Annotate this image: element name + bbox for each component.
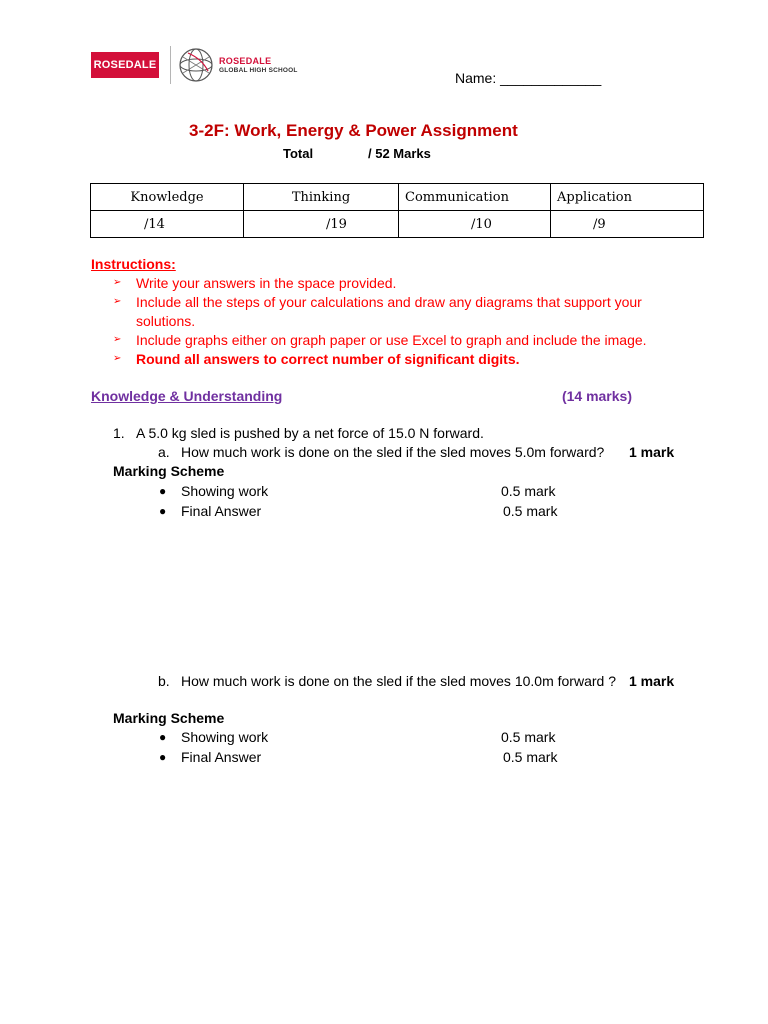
total-marks: / 52 Marks [368,146,431,161]
score-table-score-row [91,211,704,238]
header-application: Application [551,184,704,211]
section-heading [91,388,632,404]
score-knowledge-value: /14 [144,216,165,232]
part-a-letter: a. [158,444,170,460]
instruction-item-continued: solutions. [136,313,196,329]
score-communication[interactable] [399,211,551,238]
logo-school-subtitle: GLOBAL HIGH SCHOOL [219,67,298,74]
question-text: A 5.0 kg sled is pushed by a net force of 15.0 N forward. [136,425,484,441]
part-b-question: How much work is done on the sled if the sled moves 10.0m forward ? [181,673,616,689]
assignment-title: 3-2F: Work, Energy & Power Assignment [189,121,518,140]
instruction-item: Include graphs either on graph paper or use Excel to graph and include the image. [136,332,647,348]
scheme-item-label: Showing work [181,483,269,499]
score-table [90,183,704,238]
score-knowledge[interactable] [91,211,244,238]
arrow-bullet-icon: ➢ [113,277,122,288]
part-b-marks: 1 mark [629,673,675,689]
globe-logo-icon [178,47,214,83]
part-a-question: How much work is done on the sled if the sled moves 5.0m forward? [181,444,605,460]
arrow-bullet-icon: ➢ [113,296,122,307]
rosedale-logo-badge: ROSEDALE [91,52,159,78]
bullet-icon: ● [159,730,167,744]
scheme-item-label: Final Answer [181,749,262,765]
arrow-bullet-icon: ➢ [113,353,122,364]
score-communication-value: /10 [471,216,492,232]
scheme-item-value: 0.5 mark [503,503,558,519]
name-field[interactable]: Name: _____________ [455,70,602,86]
section-marks: (14 marks) [561,388,632,404]
header-knowledge: Knowledge [91,184,244,211]
score-thinking-value: /19 [326,216,347,232]
scheme-item-value: 0.5 mark [503,749,558,765]
arrow-bullet-icon: ➢ [113,334,122,345]
instruction-item-emphasis: Round all answers to correct number of significant digits. [136,351,520,367]
score-table-header-row [91,184,704,211]
marking-scheme-title: Marking Scheme [113,710,225,726]
bullet-icon: ● [159,750,167,764]
scheme-item-value: 0.5 mark [501,483,556,499]
header-thinking: Thinking [244,184,399,211]
logo-school-name: ROSEDALE [219,56,272,66]
header-communication: Communication [399,184,551,211]
instruction-item: Write your answers in the space provided. [136,275,397,291]
score-thinking[interactable] [244,211,399,238]
scheme-item-value: 0.5 mark [501,729,556,745]
instruction-item: Include all the steps of your calculations and draw any diagrams that support your [136,294,642,310]
bullet-icon: ● [159,504,167,518]
scheme-item-label: Showing work [181,729,269,745]
score-application[interactable] [551,211,704,238]
marking-scheme-title: Marking Scheme [113,463,225,479]
score-application-value: /9 [593,216,606,232]
question-number: 1. [113,425,125,441]
part-b-letter: b. [158,673,170,689]
part-a-marks: 1 mark [629,444,675,460]
section-title: Knowledge & Understanding [91,388,283,404]
scheme-item-label: Final Answer [181,503,262,519]
bullet-icon: ● [159,484,167,498]
instructions-title: Instructions: [91,256,176,272]
total-label: Total [283,146,314,161]
logo-divider [170,46,171,84]
